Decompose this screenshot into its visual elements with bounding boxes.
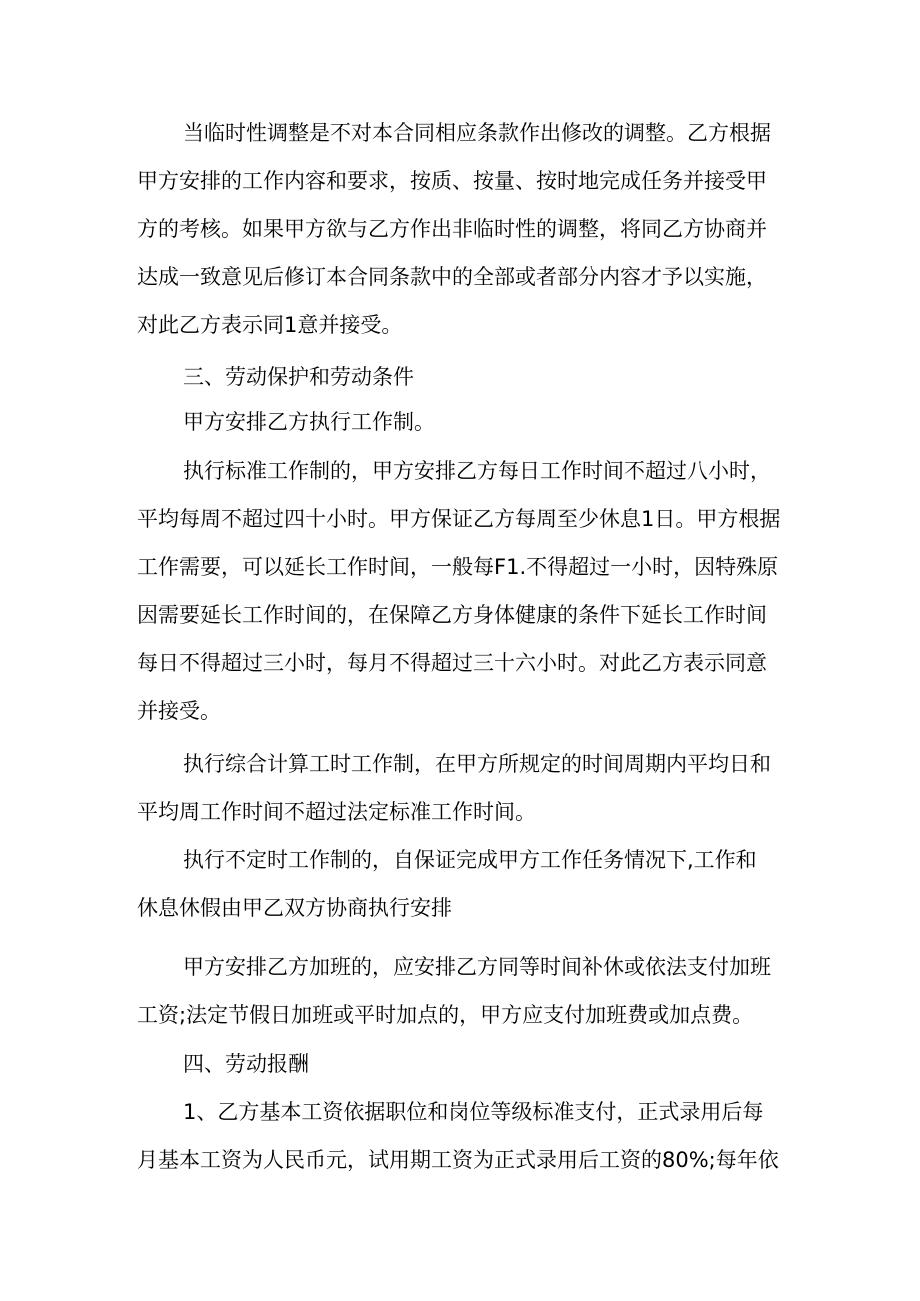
paragraph-base-salary — [137, 1088, 797, 1184]
section-heading-text: 三、劳动保护和劳动条件 — [183, 365, 414, 389]
paragraph-overtime — [137, 943, 797, 1039]
text-line: 平均周工作时间不超过法定标准工作时间。 — [137, 800, 536, 824]
text-line: 工资;法定节假日加班或平时加点的，甲方应支付加班费或加点费。 — [137, 1003, 754, 1027]
text-line: 月基本工资为人民币元，试用期工资为正式录用后工资的80%;每年依 — [137, 1148, 779, 1172]
paragraph-standard-hours — [137, 447, 797, 735]
text-line: 当临时性调整是不对本合同相应条款作出修改的调整。乙方根据 — [183, 121, 771, 145]
text-line: 工作需要，可以延长工作时间，一般每F1.不得超过一小时，因特殊原 — [137, 555, 779, 579]
text-line: 休息休假由甲乙双方协商执行安排 — [137, 896, 452, 920]
text-line: 平均每周不超过四十小时。甲方保证乙方每周至少休息1日。甲方根据 — [137, 507, 781, 531]
text-line: 执行标准工作制的，甲方安排乙方每日工作时间不超过八小时， — [183, 459, 771, 483]
paragraph-comprehensive-hours — [137, 740, 797, 836]
paragraph-flexible-hours — [137, 836, 797, 932]
text-line: 甲方安排乙方加班的，应安排乙方同等时间补休或依法支付加班 — [183, 955, 771, 979]
text-line: 方的考核。如果甲方欲与乙方作出非临时性的调整，将同乙方协商并 — [137, 217, 767, 241]
section-heading-text: 四、劳动报酬 — [183, 1052, 309, 1076]
text-line: 执行综合计算工时工作制，在甲方所规定的时间周期内平均日和 — [183, 752, 771, 776]
text-line: 对此乙方表示同1意并接受。 — [137, 313, 403, 337]
section-heading-remuneration — [137, 1040, 797, 1088]
text-line: 并接受。 — [137, 699, 221, 723]
text-line: 执行不定时工作制的，自保证完成甲方工作任务情况下,工作和 — [183, 848, 757, 872]
text-line: 1、乙方基本工资依据职位和岗位等级标准支付，正式录用后每 — [183, 1100, 764, 1124]
paragraph-temporary-adjustment — [137, 109, 797, 349]
text-line: 每日不得超过三小时，每月不得超过三十六小时。对此乙方表示同意 — [137, 651, 767, 675]
paragraph-work-system — [137, 398, 797, 446]
text-line: 达成一致意见后修订本合同条款中的全部或者部分内容才予以实施， — [137, 265, 767, 289]
text-line: 因需要延长工作时间的，在保障乙方身体健康的条件下延长工作时间 — [137, 603, 767, 627]
section-heading-labor-protection — [137, 353, 797, 401]
text-line: 甲方安排乙方执行工作制。 — [183, 410, 435, 434]
text-line: 甲方安排的工作内容和要求，按质、按量、按时地完成任务并接受甲 — [137, 169, 767, 193]
